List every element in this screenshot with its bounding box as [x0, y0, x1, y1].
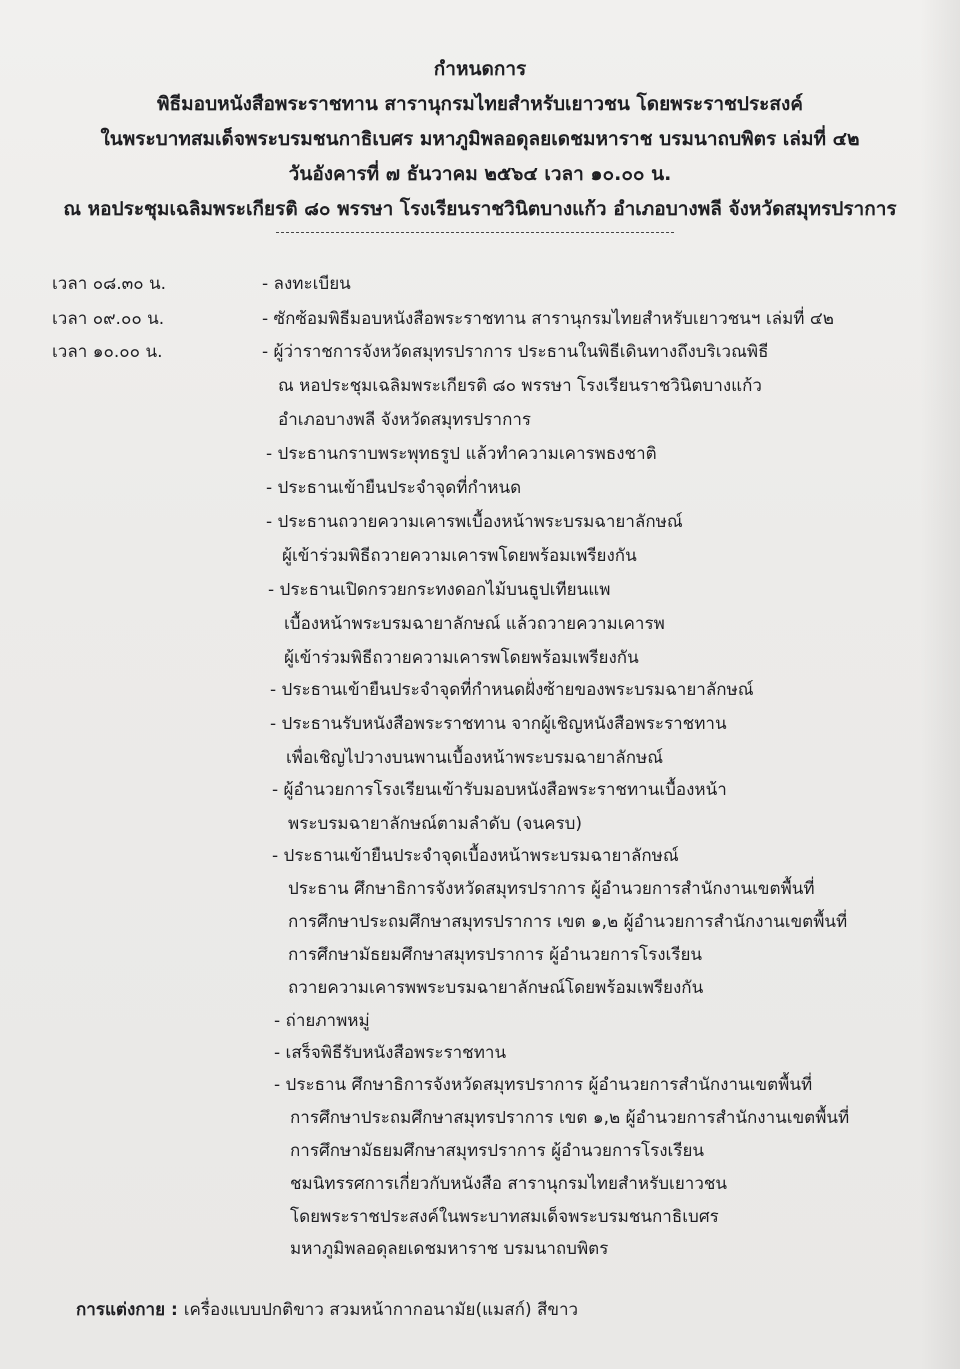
schedule-line: การศึกษาประถมศึกษาสมุทรปราการ เขต ๑,๒ ผู้อำนวยการสำนักงานเขตพื้นที่ — [290, 1108, 850, 1128]
schedule-line: ณ หอประชุมเฉลิมพระเกียรติ ๘๐ พรรษา โรงเรียนราชวินิตบางแก้ว — [278, 376, 762, 396]
schedule-line: ผู้เข้าร่วมพิธีถวายความเคารพโดยพร้อมเพรียงกัน — [282, 546, 637, 566]
document-header — [0, 52, 960, 227]
schedule-line: - ประธาน ศึกษาธิการจังหวัดสมุทรปราการ ผู้อำนวยการสำนักงานเขตพื้นที่ — [274, 1075, 813, 1095]
schedule-line: - ประธานกราบพระพุทธรูป แล้วทำความเคารพธงชาติ — [266, 444, 657, 464]
schedule-time: เวลา ๑๐.๐๐ น. — [52, 342, 163, 362]
schedule-line: ผู้เข้าร่วมพิธีถวายความเคารพโดยพร้อมเพรียงกัน — [284, 648, 639, 668]
header-divider — [276, 232, 674, 233]
schedule-line: เบื้องหน้าพระบรมฉายาลักษณ์ แล้วถวายความเคารพ — [284, 614, 665, 634]
schedule-line: - ผู้อำนวยการโรงเรียนเข้ารับมอบหนังสือพระราชทานเบื้องหน้า — [272, 780, 727, 800]
schedule-line: - ประธานเข้ายืนประจำจุดที่กำหนดฝั่งซ้ายของพระบรมฉายาลักษณ์ — [270, 680, 754, 700]
schedule-line: โดยพระราชประสงค์ในพระบาทสมเด็จพระบรมชนกาธิเบศร — [290, 1207, 719, 1227]
schedule-line: - ประธานเข้ายืนประจำจุดเบื้องหน้าพระบรมฉายาลักษณ์ — [272, 846, 679, 866]
ceremony-subtitle: ในพระบาทสมเด็จพระบรมชนกาธิเบศร มหาภูมิพลอดุลยเดชมหาราช บรมนาถบพิตร เล่มที่ ๔๒ — [100, 128, 860, 150]
schedule-line: มหาภูมิพลอดุลยเดชมหาราช บรมนาถบพิตร — [290, 1239, 609, 1259]
schedule-line: ถวายความเคารพพระบรมฉายาลักษณ์โดยพร้อมเพรียงกัน — [288, 978, 704, 998]
schedule-line: - ผู้ว่าราชการจังหวัดสมุทรปราการ ประธานในพิธีเดินทางถึงบริเวณพิธี — [262, 342, 769, 362]
schedule-line: - ประธานเปิดกรวยกระทงดอกไม้บนธูปเทียนแพ — [268, 580, 611, 600]
ceremony-venue: ณ หอประชุมเฉลิมพระเกียรติ ๘๐ พรรษา โรงเรียนราชวินิตบางแก้ว อำเภอบางพลี จังหวัดสมุทรปราการ — [63, 198, 897, 220]
schedule-line: - เสร็จพิธีรับหนังสือพระราชทาน — [274, 1043, 507, 1063]
schedule-time: เวลา ๐๙.๐๐ น. — [52, 309, 165, 329]
schedule-line: ชมนิทรรศการเกี่ยวกับหนังสือ สารานุกรมไทยสำหรับเยาวชน — [290, 1174, 728, 1194]
dress-code — [76, 1296, 578, 1323]
ceremony-date: วันอังคารที่ ๗ ธันวาคม ๒๕๖๔ เวลา ๑๐.๐๐ น. — [288, 163, 672, 185]
dress-code-value: เครื่องแบบปกติขาว สวมหน้ากากอนามัย(แมสก์) สีขาว — [183, 1300, 579, 1320]
schedule-line: - ลงทะเบียน — [262, 274, 351, 294]
schedule-line: - ซักซ้อมพิธีมอบหนังสือพระราชทาน สารานุกรมไทยสำหรับเยาวชนฯ เล่มที่ ๔๒ — [262, 309, 834, 329]
schedule-line: ประธาน ศึกษาธิการจังหวัดสมุทรปราการ ผู้อำนวยการสำนักงานเขตพื้นที่ — [288, 879, 815, 899]
schedule-line: - ถ่ายภาพหมู่ — [274, 1011, 370, 1031]
schedule-line: - ประธานถวายความเคารพเบื้องหน้าพระบรมฉายาลักษณ์ — [266, 512, 683, 532]
document-title: กำหนดการ — [433, 58, 527, 80]
dress-code-label: การแต่งกาย : — [76, 1300, 184, 1320]
schedule-line: เพื่อเชิญไปวางบนพานเบื้องหน้าพระบรมฉายาลักษณ์ — [286, 748, 663, 768]
schedule-line: พระบรมฉายาลักษณ์ตามลำดับ (จนครบ) — [288, 814, 583, 834]
schedule-line: การศึกษามัธยมศึกษาสมุทรปราการ ผู้อำนวยการโรงเรียน — [290, 1141, 705, 1161]
schedule-time: เวลา ๐๘.๓๐ น. — [52, 274, 167, 294]
schedule-line: - ประธานเข้ายืนประจำจุดที่กำหนด — [266, 478, 522, 498]
schedule-line: อำเภอบางพลี จังหวัดสมุทรปราการ — [278, 410, 532, 430]
ceremony-name: พิธีมอบหนังสือพระราชทาน สารานุกรมไทยสำหรับเยาวชน โดยพระราชประสงค์ — [157, 93, 803, 115]
schedule-line: - ประธานรับหนังสือพระราชทาน จากผู้เชิญหนังสือพระราชทาน — [270, 714, 727, 734]
schedule-line: การศึกษามัธยมศึกษาสมุทรปราการ ผู้อำนวยการโรงเรียน — [288, 945, 703, 965]
schedule-line: การศึกษาประถมศึกษาสมุทรปราการ เขต ๑,๒ ผู้อำนวยการสำนักงานเขตพื้นที่ — [288, 912, 848, 932]
